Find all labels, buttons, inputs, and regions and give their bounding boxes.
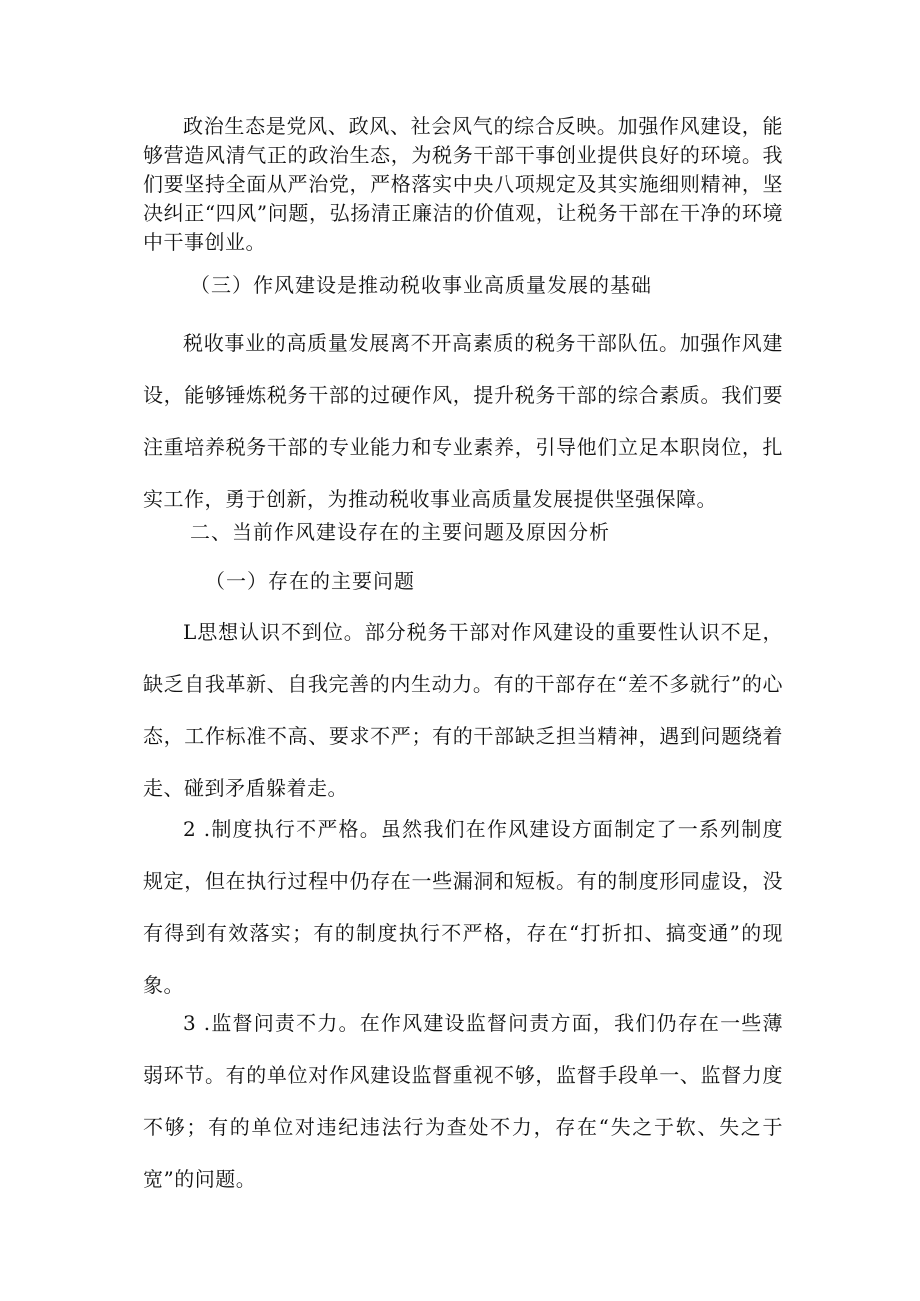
heading-section-three: （三）作风建设是推动税收事业高质量发展的基础 [190,273,652,297]
heading-subsection-one: （一）存在的主要问题 [205,569,415,593]
heading-part-two: 二、当前作风建设存在的主要问题及原因分析 [190,520,610,544]
paragraph-problem-three: 3 .监督问责不力。在作风建设监督问责方面，我们仍存在一些薄弱环节。有的单位对作风建设监督重视不够，监督手段单一、监督力度不够；有的单位对违纪违法行为查处不力，存在“失之于软、失之于宽”的问题。 [143,1011,783,1191]
paragraph-tax-quality: 税收事业的高质量发展离不开高素质的税务干部队伍。加强作风建设，能够锤炼税务干部的过硬作风，提升税务干部的综合素质。我们要注重培养税务干部的专业能力和专业素养，引导他们立足本职岗位，扎实工作，勇于创新，为推动税收事业高质量发展提供坚强保障。 [143,331,783,511]
paragraph-problem-two: 2 .制度执行不严格。虽然我们在作风建设方面制定了一系列制度规定，但在执行过程中仍存在一些漏洞和短板。有的制度形同虚设，没有得到有效落实；有的制度执行不严格，存在“打折扣、搞变通”的现象。 [143,817,783,997]
paragraph-problem-one: L思想认识不到位。部分税务干部对作风建设的重要性认识不足，缺乏自我革新、自我完善的内生动力。有的干部存在“差不多就行”的心态，工作标准不高、要求不严；有的干部缺乏担当精神，遇到问题绕着走、碰到矛盾躲着走。 [143,620,783,800]
paragraph-political-ecology: 政治生态是党风、政风、社会风气的综合反映。加强作风建设，能够营造风清气正的政治生态，为税务干部干事创业提供良好的环境。我们要坚持全面从严治党，严格落实中央八项规定及其实施细则精神，坚决纠正“四风”问题，弘扬清正廉洁的价值观，让税务干部在干净的环境中干事创业。 [143,114,783,254]
